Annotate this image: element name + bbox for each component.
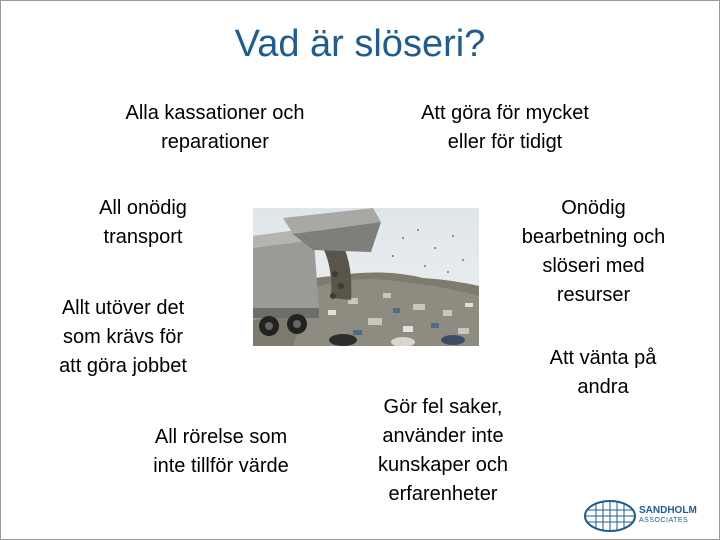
- waste-item-overproduction: Att göra för mycket eller för tidigt: [421, 102, 589, 153]
- logo-subtitle: ASSOCIATES: [639, 517, 689, 524]
- sandholm-associates-logo: [583, 498, 713, 534]
- logo-name: SANDHOLM: [639, 505, 697, 516]
- waste-item-scrap-repairs: Alla kassationer och reparationer: [125, 102, 305, 153]
- waste-item-wrong-things: Gör fel saker, använder inte kunskaper och erfarenheter: [377, 396, 509, 505]
- waste-item-excess: Allt utöver det som krävs för att göra jobbet: [59, 297, 187, 377]
- waste-item-waiting: Att vänta på andra: [549, 347, 657, 398]
- slide-title: Vad är slöseri?: [234, 23, 486, 65]
- waste-item-transport: All onödig transport: [99, 197, 187, 248]
- waste-item-overprocessing: Onödig bearbetning och slöseri med resurser: [521, 197, 666, 306]
- waste-item-motion: All rörelse som inte tillför värde: [153, 426, 289, 477]
- garbage-truck-photo: [253, 208, 479, 346]
